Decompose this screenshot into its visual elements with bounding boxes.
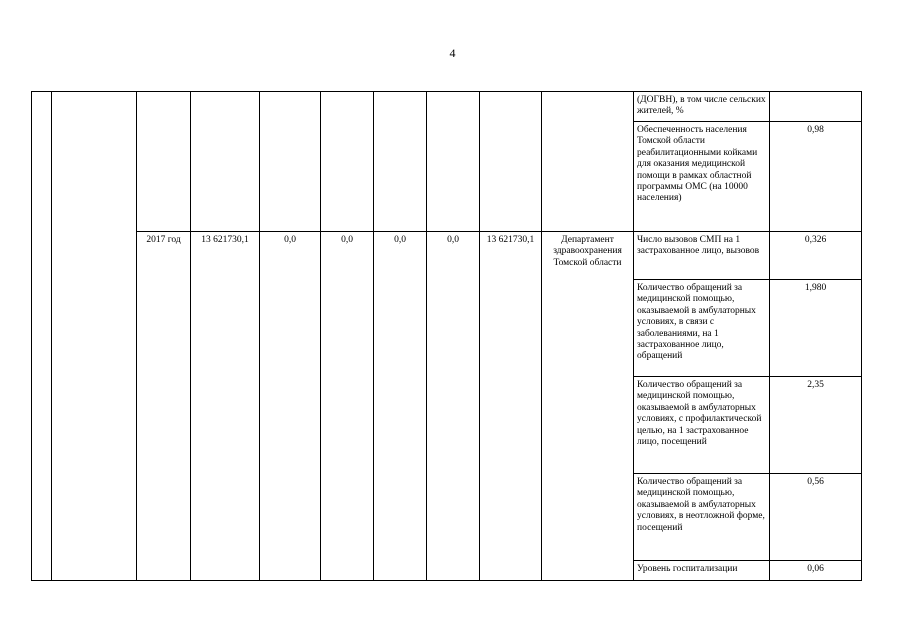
indicator-cell: (ДОГВН), в том числе сельских жителей, % (634, 92, 770, 122)
empty-cell (542, 92, 634, 232)
value-cell: 0,98 (770, 122, 862, 232)
indicator-cell: Число вызовов СМП на 1 застрахованное лицо, вызовов (634, 232, 770, 280)
empty-cell (137, 92, 191, 232)
empty-cell (321, 92, 374, 232)
total-cell: 13 621730,1 (191, 232, 260, 581)
executor-cell: Департамент здравоохранения Томской области (542, 232, 634, 581)
table-row (32, 232, 862, 280)
program-table (31, 91, 862, 581)
empty-cell (52, 92, 137, 581)
value-cell: 0,06 (770, 561, 862, 581)
indicator-cell: Количество обращений за медицинской помощью, оказываемой в амбулаторных условиях, в неотложной форме, посещений (634, 474, 770, 561)
empty-cell (260, 92, 321, 232)
federal-budget-cell: 0,0 (260, 232, 321, 581)
regional-budget-cell: 0,0 (321, 232, 374, 581)
empty-cell (427, 92, 480, 232)
empty-cell (374, 92, 427, 232)
indicator-cell: Количество обращений за медицинской помощью, оказываемой в амбулаторных условиях, с профилактической целью, на 1 застрахованное лицо, посещений (634, 377, 770, 474)
value-cell (770, 92, 862, 122)
indicator-cell: Количество обращений за медицинской помощью, оказываемой в амбулаторных условиях, в связи с заболеваниями, на 1 застрахованное лицо, обращений (634, 280, 770, 377)
empty-cell (32, 92, 52, 581)
value-cell: 0,326 (770, 232, 862, 280)
other-sources-cell: 0,0 (427, 232, 480, 581)
value-cell: 1,980 (770, 280, 862, 377)
table-row (32, 92, 862, 122)
empty-cell (480, 92, 542, 232)
page-number: 4 (449, 46, 456, 60)
value-cell: 2,35 (770, 377, 862, 474)
indicator-cell: Обеспеченность населения Томской области реабилитационными койками для оказания медицинской помощи в рамках областной программы ОМС (на 10000 населения) (634, 122, 770, 232)
indicator-cell: Уровень госпитализации (634, 561, 770, 581)
year-cell: 2017 год (137, 232, 191, 581)
local-budget-cell: 0,0 (374, 232, 427, 581)
tfoms-cell: 13 621730,1 (480, 232, 542, 581)
value-cell: 0,56 (770, 474, 862, 561)
empty-cell (191, 92, 260, 232)
